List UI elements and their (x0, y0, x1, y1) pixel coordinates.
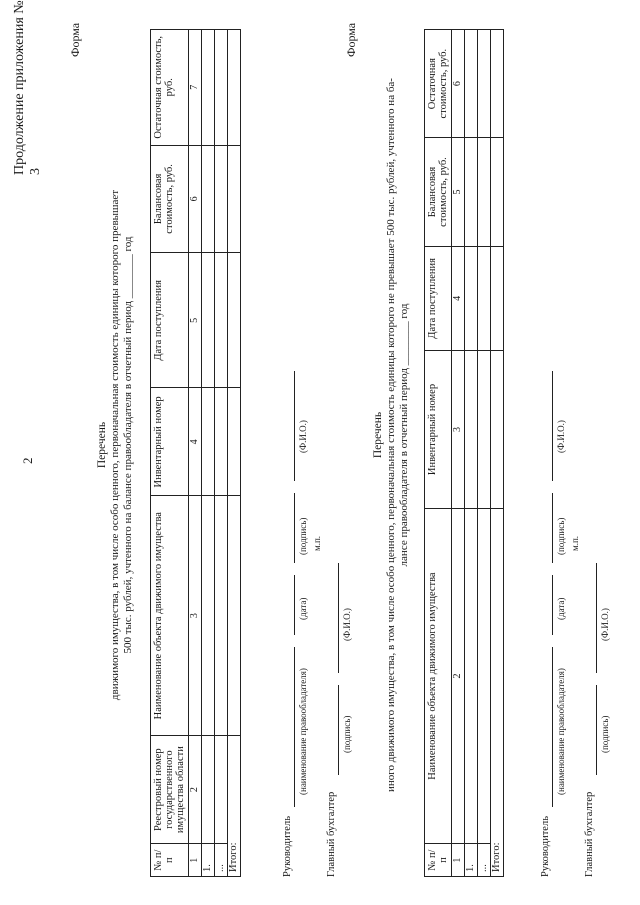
table-cell (491, 351, 504, 509)
form1-col-number: 4 (189, 388, 202, 496)
table-cell (228, 388, 241, 496)
table-cell (465, 30, 478, 138)
form1-col-number: 2 (189, 735, 202, 843)
form1-acc-fio-caption: (Ф.И.О.) (342, 608, 352, 641)
form2-title-line: лансе правообладателя в отчетный период ________ год (398, 303, 410, 567)
form1-col-header: Дата поступления (151, 253, 189, 388)
form2-head-caption: (наименование правообладателя) (556, 668, 566, 795)
page-number: 2 (20, 457, 35, 464)
form1-col-header: Наименование объекта движимого имущества (151, 496, 189, 736)
table-cell (478, 508, 491, 843)
form1-head-line (294, 647, 295, 807)
form1-title-line: движимого имущества, в том числе особо ценного, первоначальная стоимость единицы которого превышает (109, 189, 121, 701)
form1-col-header: Реестровый номер государственного имущества области (151, 735, 189, 843)
table-cell (215, 253, 228, 388)
form1-sign-caption: (подпись) (298, 517, 308, 555)
table-cell (202, 30, 215, 146)
form1-col-header: Инвентарный номер (151, 388, 189, 496)
table-row (215, 30, 228, 877)
form1-total-row (228, 30, 241, 877)
form1-col-header: № п/п (151, 844, 189, 877)
form1-title-line: 500 тыс. рублей, учтенного на балансе правообладателя в отчетный период ________ год (122, 236, 134, 654)
form1-col-number: 7 (189, 30, 202, 146)
form1-date-caption: (дата) (298, 597, 308, 620)
form2-total-row (491, 30, 504, 877)
table-cell: 1. (465, 844, 478, 877)
form1-col-number: 5 (189, 253, 202, 388)
form1-acc-fio-line (338, 563, 339, 673)
table-row (202, 30, 215, 877)
form1-col-header: Балансовая стоимость, руб. (151, 145, 189, 253)
table-cell (202, 388, 215, 496)
form1-title (96, 135, 135, 755)
table-cell (202, 735, 215, 843)
form2-number-row (452, 30, 465, 877)
table-cell (491, 138, 504, 246)
table-cell (228, 145, 241, 253)
form2-col-header: Инвентарный номер (425, 351, 452, 509)
form1-forma-label: Форма (68, 22, 82, 57)
table-cell (478, 30, 491, 138)
table-cell (465, 351, 478, 509)
form2-header-row (425, 30, 452, 877)
table-cell (202, 496, 215, 736)
form1-title-line: Перечень (96, 421, 108, 469)
form1-table (150, 29, 241, 877)
table-cell (215, 735, 228, 843)
table-cell (202, 253, 215, 388)
form2-head-label: Руководитель (540, 816, 551, 877)
form2-title-line: Перечень (372, 411, 384, 459)
form1-sign-line (294, 493, 295, 563)
table-cell (215, 388, 228, 496)
form2-mp: м.п. (570, 535, 580, 551)
table-cell (215, 496, 228, 736)
form1-col-number: 3 (189, 496, 202, 736)
form2-fio-line (552, 371, 553, 481)
form1-header-row (151, 30, 189, 877)
form2-col-number: 4 (452, 246, 465, 350)
table-cell (215, 145, 228, 253)
table-cell (228, 30, 241, 146)
form1-accountant-label: Главный бухгалтер (326, 791, 337, 877)
table-cell (478, 246, 491, 350)
table-cell: 1. (202, 844, 215, 877)
table-cell (228, 496, 241, 736)
form2-col-header: Дата поступления (425, 246, 452, 350)
table-cell (465, 508, 478, 843)
table-cell: ... (215, 844, 228, 877)
form1-col-number: 6 (189, 145, 202, 253)
form2-acc-fio-caption: (Ф.И.О.) (600, 608, 610, 641)
table-cell (215, 30, 228, 146)
form2-acc-sign-caption: (подпись) (600, 715, 610, 753)
form2-col-header: № п/п (425, 844, 452, 877)
form2-col-header: Балансовая стоимость, руб. (425, 138, 452, 246)
form2-acc-fio-line (596, 563, 597, 673)
form1-date-line (294, 575, 295, 635)
table-row (465, 30, 478, 877)
form1-acc-sign-caption: (подпись) (342, 715, 352, 753)
form1-head-caption: (наименование правообладателя) (298, 668, 308, 795)
form2-sign-line (552, 493, 553, 563)
table-cell (465, 138, 478, 246)
form1-fio-caption: (Ф.И.О.) (298, 420, 308, 453)
form1-acc-sign-line (338, 685, 339, 775)
form1-mp: м.п. (312, 535, 322, 551)
form2-accountant-label: Главный бухгалтер (584, 791, 595, 877)
form1-total-label: Итого: (228, 735, 241, 876)
form2-title-line: иного движимого имущества, в том числе особо ценного, первоначальная стоимость единицы которого не превышает 500 тыс. рублей, учтенного на ба- (385, 78, 397, 792)
form2-date-caption: (дата) (556, 597, 566, 620)
form2-col-number: 6 (452, 30, 465, 138)
table-cell (202, 145, 215, 253)
form2-col-number: 1 (452, 844, 465, 877)
form2-fio-caption: (Ф.И.О.) (556, 420, 566, 453)
form2-col-number: 3 (452, 351, 465, 509)
form2-col-number: 5 (452, 138, 465, 246)
form2-total-label: Итого: (491, 508, 504, 876)
table-cell (228, 253, 241, 388)
form2-forma-label: Форма (344, 22, 358, 57)
form2-table (424, 29, 504, 877)
appendix-note: Продолжение приложения № 3 (12, 0, 43, 175)
form2-sign-caption: (подпись) (556, 517, 566, 555)
table-cell (491, 246, 504, 350)
form2-col-header: Наименование объекта движимого имущества (425, 508, 452, 843)
form2-col-header: Остаточная стоимость, руб. (425, 30, 452, 138)
form2-date-line (552, 575, 553, 635)
form2-title (372, 35, 411, 835)
form2-col-number: 2 (452, 508, 465, 843)
table-cell (491, 30, 504, 138)
table-cell (465, 246, 478, 350)
form1-number-row (189, 30, 202, 877)
table-cell: ... (478, 844, 491, 877)
form1-fio-line (294, 371, 295, 481)
table-row (478, 30, 491, 877)
form2-acc-sign-line (596, 685, 597, 775)
table-cell (478, 351, 491, 509)
table-cell (478, 138, 491, 246)
form1-col-header: Остаточная стоимость, руб. (151, 30, 189, 146)
form2-head-line (552, 647, 553, 807)
form1-head-label: Руководитель (282, 816, 293, 877)
form1-col-number: 1 (189, 844, 202, 877)
